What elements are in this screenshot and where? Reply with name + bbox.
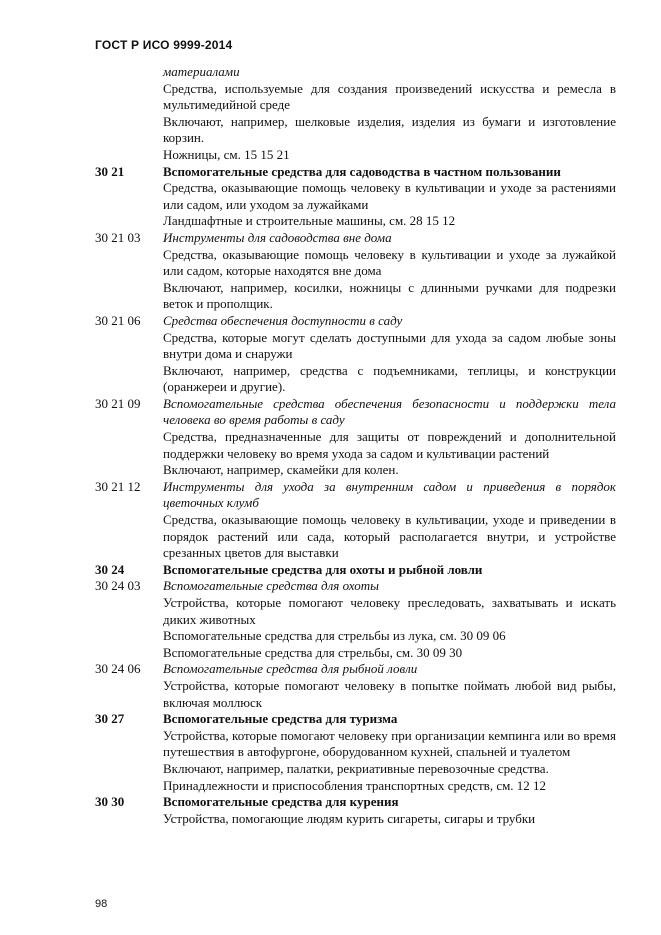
entry-code <box>95 595 163 628</box>
page-number: 98 <box>95 898 108 910</box>
entry-subheading: Вспомогательные средства для рыбной ловли <box>163 661 418 677</box>
document-header: ГОСТ Р ИСО 9999-2014 <box>95 38 233 52</box>
entry-row <box>95 429 616 462</box>
entry-subheading: Вспомогательные средства обеспечения безопасности и поддержки тела человека во время работы в саду <box>163 395 616 428</box>
entry-code <box>95 728 163 761</box>
entry-subheading: Инструменты для садоводства вне дома <box>163 229 392 245</box>
entry-text: Средства, оказывающие помощь человеку в культивации, уходе и приведении в порядок растений или сада, который располагается внутри, и устройстве срезанных цветов для выставки <box>163 512 616 561</box>
entry-text: Средства, которые могут сделать доступными для ухода за садом любые зоны внутри дома и снаружи <box>163 329 616 362</box>
entry-heading: Вспомогательные средства для туризма <box>163 711 398 727</box>
entry-text: Включают, например, косилки, ножницы с длинными ручками для подрезки веток и прополщик. <box>163 279 616 312</box>
entry-code <box>95 213 163 230</box>
classification-list <box>95 64 616 827</box>
entry-row <box>95 578 616 595</box>
entry-code <box>95 114 163 147</box>
entry-text: Устройства, помогающие людям курить сигареты, сигары и трубки <box>163 810 536 826</box>
entry-code: 30 30 <box>95 794 125 810</box>
entry-code: 30 24 06 <box>95 661 141 677</box>
entry-code <box>95 429 163 462</box>
entry-text: Включают, например, скамейки для колен. <box>163 462 399 478</box>
entry-code <box>95 761 163 778</box>
entry-code <box>95 330 163 363</box>
entry-code <box>95 81 163 114</box>
entry-row <box>95 313 616 330</box>
entry-row <box>95 761 616 778</box>
entry-row <box>95 230 616 247</box>
entry-row <box>95 645 616 662</box>
entry-text: Средства, оказывающие помощь человеку в культивации и уходе за растениями или садом, или уходом за лужайками <box>163 180 616 212</box>
entry-code: 30 27 <box>95 711 125 727</box>
entry-row <box>95 595 616 628</box>
entry-text: Средства, оказывающие помощь человеку в культивации и уходе за лужайкой или садом, которые находятся вне дома <box>163 246 616 279</box>
entry-text: Включают, например, средства с подъемниками, теплицы, и конструкции (оранжереи и другие). <box>163 362 616 395</box>
entry-heading: Вспомогательные средства для охоты и рыбной ловли <box>163 561 483 577</box>
entry-subheading: Средства обеспечения доступности в саду <box>163 312 403 328</box>
entry-code <box>95 811 163 828</box>
entry-row <box>95 330 616 363</box>
entry-code: 30 21 09 <box>95 395 141 411</box>
entry-code <box>95 180 163 213</box>
entry-row <box>95 728 616 761</box>
entry-text: Ландшафтные и строительные машины, см. 28 15 12 <box>163 213 456 229</box>
entry-heading: Вспомогательные средства для курения <box>163 794 399 810</box>
entry-code <box>95 512 163 562</box>
entry-row <box>95 661 616 678</box>
entry-code <box>95 645 163 662</box>
entry-subheading: Вспомогательные средства для охоты <box>163 578 379 594</box>
entry-subheading: Инструменты для ухода за внутренним садом и приведения в порядок цветочных клумб <box>163 478 616 511</box>
entry-code: 30 21 03 <box>95 229 141 245</box>
entry-row <box>95 147 616 164</box>
entry-text: Устройства, которые помогают человеку преследовать, захватывать и искать диких животных <box>163 595 616 627</box>
entry-row <box>95 180 616 213</box>
entry-code <box>95 247 163 280</box>
entry-code <box>95 280 163 313</box>
entry-code <box>95 778 163 795</box>
entry-text: Принадлежности и приспособления транспортных средств, см. 12 12 <box>163 777 547 793</box>
entry-row <box>95 811 616 828</box>
entry-heading: Вспомогательные средства для садоводства в частном пользовании <box>163 163 561 179</box>
entry-row <box>95 778 616 795</box>
entry-code <box>95 678 163 711</box>
entry-code <box>95 363 163 396</box>
entry-row <box>95 794 616 811</box>
entry-row <box>95 164 616 181</box>
entry-row <box>95 562 616 579</box>
entry-row <box>95 81 616 114</box>
entry-code <box>95 628 163 645</box>
entry-code: 30 21 <box>95 163 125 179</box>
entry-text: Ножницы, см. 15 15 21 <box>163 146 290 162</box>
entry-code: 30 21 12 <box>95 478 141 494</box>
entry-text: Устройства, которые помогают человеку при организации кемпинга или во время путешествия в автофургоне, оборудованном кухней, спальней и туалетом <box>163 727 616 760</box>
entry-text: Средства, предназначенные для защиты от повреждений и дополнительной поддержки человеку во время ухода за садом и культивации растений <box>163 429 616 461</box>
entry-row <box>95 213 616 230</box>
entry-row <box>95 247 616 280</box>
entry-text: Вспомогательные средства для стрельбы, см. 30 09 30 <box>163 644 463 660</box>
entry-code: 30 24 03 <box>95 578 141 594</box>
entry-text: Устройства, которые помогают человеку в попытке поймать любой вид рыбы, включая моллюск <box>163 677 616 710</box>
entry-text: Включают, например, шелковые изделия, изделия из бумаги и изготовление корзин. <box>163 113 616 146</box>
entry-subheading: материалами <box>163 64 240 79</box>
entry-text: Вспомогательные средства для стрельбы из лука, см. 30 09 06 <box>163 628 506 644</box>
entry-code: 30 24 <box>95 561 125 577</box>
entry-row <box>95 114 616 147</box>
entry-code <box>95 462 163 479</box>
entry-code: 30 21 06 <box>95 312 141 328</box>
entry-row <box>95 363 616 396</box>
entry-text: Включают, например, палатки, рекриативные перевозочные средства. <box>163 760 549 776</box>
entry-row <box>95 628 616 645</box>
entry-row <box>95 678 616 711</box>
entry-row <box>95 64 616 81</box>
entry-code <box>95 147 163 164</box>
entry-row <box>95 462 616 479</box>
entry-code <box>95 64 163 81</box>
entry-row <box>95 479 616 512</box>
entry-row <box>95 396 616 429</box>
entry-row <box>95 512 616 562</box>
entry-row <box>95 280 616 313</box>
entry-text: Средства, используемые для создания произведений искусства и ремесла в мультимедийной среде <box>163 80 616 113</box>
entry-row <box>95 711 616 728</box>
